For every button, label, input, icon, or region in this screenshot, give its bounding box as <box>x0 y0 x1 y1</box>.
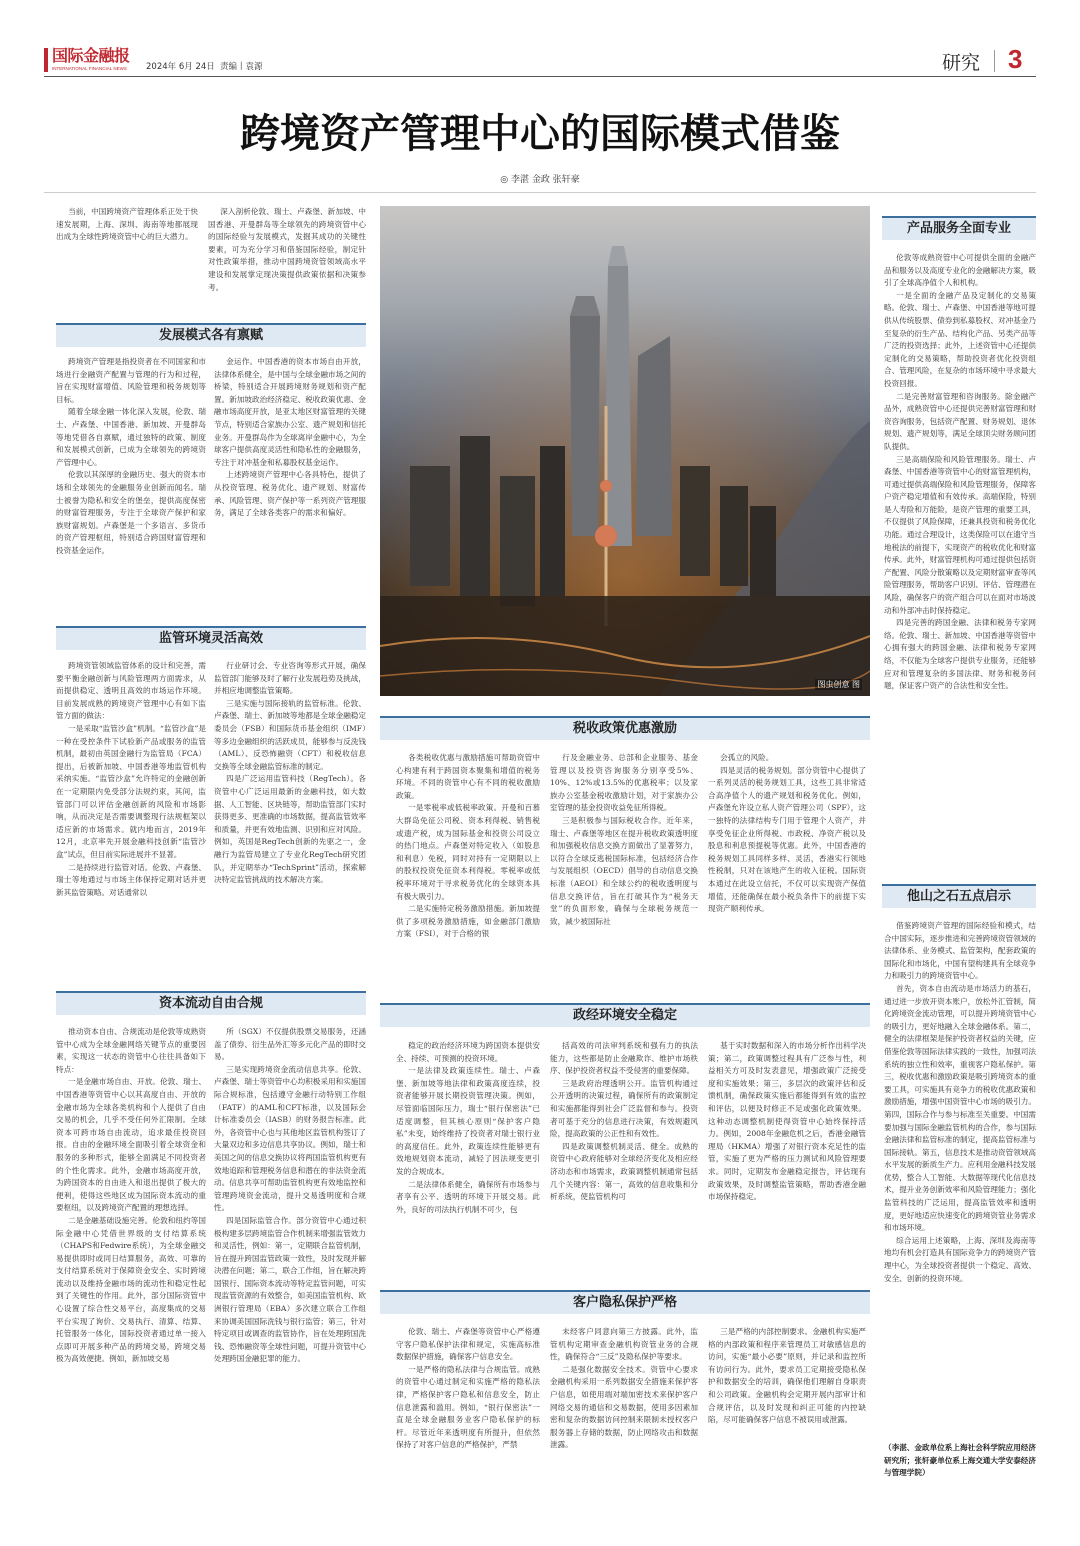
masthead-logo-en: INTERNATIONAL FINANCIAL NEWS <box>52 66 127 71</box>
s8-body: 借鉴跨境资产管理的国际经验和模式，结合中国实际，逐步推进和完善跨境资管领域的法律体系、业务模式、监管架构，配套政策的国际化和市场化，中国有望构建具有全球竞争力和吸引力的跨境资管中心。 首先，资本自由流动是市场活力的基石，通过进一步放开资本账户，放松外汇管制，简化跨境资金流动管理，可以提升跨境资管中心的吸引力，更好地融入全球金融体系。第二，健全的法律框架是保护投资者权益的关键，应借鉴伦敦等国际法律实践的一致性，加强司法系统的独立性和效率，重视客户隐私保护。第三，税收优惠和激励政策是吸引跨境资本的重要工具，可实施具有竞争力的税收优惠政策和激励措施，增强中国资管中心市场的吸引力。第四，国际合作与参与标准至关重要。中国需要加强与国际金融监管机构的合作，参与国际金融法律和监管标准的制定，提高监管标准与国际接轨。第五，信息技术是推动资管领域高水平发展的新质生产力。应利用金融科技发展优势，整合人工智能、大数据等现代化信息技术，提升业务创新效率和风险管理能力；强化监管科技的广泛运用，提高监管效率和透明度，更好地适应快速变化的跨境资管业务需求和市场环境。 综合运用上述策略，上海、深圳及海南等地均有机会打造具有国际竞争力的跨境资产管理中心，为全球投资者提供一个稳定、高效、安全、创新的投资环境。 <box>884 921 1036 1283</box>
masthead-rule <box>44 76 1036 77</box>
title-rule <box>44 192 1036 193</box>
s7-body: 伦敦等成熟资管中心可提供全面的金融产品和服务以及高度专业化的金融解决方案，吸引了全球高净值个人和机构。 一是全面的金融产品及定制化的交易策略。伦敦、瑞士、卢森堡、中国香港等地可提供从传统股票、债券到私募股权、对冲基金乃至复杂的衍生产品、结构化产品、另类产品等广泛的投资选择；此外，上述资管中心还提供定制化的交易策略，帮助投资者优化投资组合、管理风险，在复杂的市场环境中寻求最大投资回报。 二是完善财富管理和咨询服务。除金融产品外，成熟资管中心还提供完善财富管理和财资咨询服务，包括资产配置、财务规划、退休规划、遗产规划等，满足全球顶尖财务顾问团队提供。 三是高端保险和风险管理服务。瑞士、卢森堡、中国香港等资管中心的财富管理机构，可通过提供高端保险和风险管理服务，保障客户资产稳定增值和有效传承。高端保险，特别是人寿险和万能险，是资产管理的重要工具，不仅提供了风险保障，还兼具投资和税务优化功能。通过合理设计，这类保险可以在遗守当地税法的前提下，实现资产的税收优化和财富传承。此外，财富管理机构可通过提供包括资产配置、风险分散策略以及定期财富审查等风险管理服务，帮助客户识别、评估、管理潜在风险，确保客户的资产组合可以在面对市场波动和外部冲击时保持稳定。 四是完善的跨国金融、法律和税务专家网络。伦敦、瑞士、新加坡、中国香港等资管中心拥有强大的跨国金融、法律和税务专家网络，不仅能为全球客户提供专业服务，还能够应对和管理复杂的多国法律、财务和税务问题，保证客户资产的合法性和安全性。 <box>884 253 1036 691</box>
s4-col-2: 行及金融业务、总部和企业服务、基金管理以及投资咨询服务分别享受5%、10%、12%或13.5%的优惠税率；以及家族办公室基金税收激励计划，对于家族办公室管理的基金投资收益免征所得税。 三是积极参与国际税收合作。近年来，瑞士、卢森堡等地区在提升税收政策透明度和加强税收信息交换方面做出了显著努力，以符合全球反逃税国际标准，包括经济合作与发展组织（OECD）倡导的自动信息交换标准（AEOI）和全球公约的税收透明度与信息交换评估，旨在打破其作为“税务天堂”的负面形象，确保与全球税务规范一致，减少被国际社 <box>550 753 698 926</box>
s3-col-2: 所（SGX）不仅提供股票交易服务，还涵盖了债券、衍生品外汇等多元化产品的即时交易。 三是实现跨境资金流动信息共享。伦敦、卢森堡、瑞士等资管中心均积极采用和实施国际合规标准，包括遵守金融行动特别工作组（FATF）的AML和CFT标准，以及国际会计标准委员会（IASB）的财务报告标准。此外，各资管中心也与其他地区监管机构签订了大量双边和多边信息共享协议。例如，瑞士和美国之间的信息交换协议将两国监管机构更有效地追踪和管理税务信息和潜在的非法资金流动。信息共享可帮助监管机构更有效地监控和管理跨境资金流动，提升交易透明度和合规性。 四是国际监管合作。部分资管中心通过积极构建多层跨境监管合作机制来增强监管效力和灵活性，例如：第一，定期联合监管机制，旨在提升跨国监管政策一致性，及时发现并解决潜在问题；第二，联合工作组，旨在解决跨国银行、国际资本流动等特定监管问题，可实现监管资源的有效整合，如美国监管机构、欧洲银行管理局（EBA）多次建立联合工作组来协调美国国际洗钱与银行监管；第三，针对特定项目或调查的监管协作，旨在处理跨国洗钱、恐怖融资等全球性问题，可提升资管中心处理跨国金融犯罪的能力。 <box>214 1027 366 1364</box>
intro-col-1: 当前，中国跨境资产管理体系正处于快速发展期，上海、深圳、海南等地都展现出成为全球性跨境资管中心的巨大潜力。 <box>56 207 198 242</box>
section-heading-tax: 税收政策优惠激励 <box>380 716 870 740</box>
section-name: 研究 <box>942 52 981 74</box>
s1-col-2: 金运作。中国香港的资本市场自由开放，法律体系健全，是中国与全球金融市场之间的桥梁，特别适合开展跨境财务规划和资产配置。新加坡政治经济稳定、税收政策优惠、金融市场高度开放，是亚太地区财富管理的关键节点，特别适合家族办公室、遗产规划和信托业务。开曼群岛作为全球离岸金融中心，为全球客户提供高度灵活性和隐私性的金融服务，专注于对冲基金和私募股权基金运作。 上述跨境资产管理中心各具特色，提供了从投资管理、税务优化、遗产规划、财富传承、风险管理、资产保护等一系列资产管理服务，满足了全球各类客户的需求和偏好。 <box>214 357 366 518</box>
section-heading-capital-flow: 资本流动自由合规 <box>56 991 366 1015</box>
s5-col-2: 括高效的司法审判系统和强有力的执法能力，这些都是防止金融欺诈、维护市场秩序、保护投资者权益不受侵害的重要保障。 三是政府治理透明公开。监管机构通过公开透明的决策过程，确保所有的政策制定和实施都能得到社会广泛监督和参与。投资者可基于充分的信息进行决策，有效规避风险，提高政策的公正性和有效性。 四是政策调整机制灵活、健全。成熟的资管中心政府能够对全球经济变化及相应经济动态和市场需求，政策调整机制通常包括几个关键内容：第一，高效的信息收集和分析系统，使监管机构可 <box>550 1041 698 1202</box>
logo-mark <box>44 48 48 72</box>
intro-col-2: 深入剖析伦敦、瑞士、卢森堡、新加坡、中国香港、开曼群岛等全球领先的跨境资管中心的国际经验与发展模式，发掘其成功的关键性要素，可为充分学习和借鉴国际经验，制定针对性政策举措，推动中国跨境资管领域高水平建设和发展掌定现决策提供政策依据和决策参考。 <box>208 207 366 292</box>
author-note: （李湛、金政单位系上海社会科学院应用经济研究所；张轩豪单位系上海交通大学安泰经济与管理学院） <box>884 1443 1036 1478</box>
s3-col-1: 推动资本自由、合规流动是伦敦等成熟资管中心成为全球金融网络关键节点的重要因素，实现这一状态的资管中心往往具备如下特点： 一是金融市场自由、开放。伦敦、瑞士、中国香港等资管中心以其高度自由、开放的金融市场为全球各类机构和个人提供了自由交易的机会，几乎不受任何外汇限制。全球资本可跨市场自由流动，追求最佳投资回报。自由的金融环境全面吸引着全球资金和服务的多种形式，能够全面满足不同投资者的个性化需求。此外，金融市场高度开放，为跨国资本的自由进入和退出提供了极大的便利，使得这些地区成为国际资本流动的重要枢纽，以及跨境资产配置的理想选择。 二是金融基础设施完善。伦敦和纽约等国际金融中心凭借世界级的支付结算系统（CHAPS和Fedwire系统），为全球金融交易提供即时或同日结算服务，高效、可靠的支付结算系统对于保障资金安全、实时跨境流动以及维持金融市场的流动性和稳定性起到了关键性的作用。此外，部分国际资管中心设置了综合性交易平台，高度集成的交易平台实现了询价、交易执行、清算、结算、托管服务一体化，国际投资者通过单一接入点即可开展多种产品的跨境交易，跨境交易极为高效便捷。例如，新加坡交易 <box>56 1027 206 1364</box>
section-divider <box>994 50 995 72</box>
city-skyline-photo <box>380 206 870 696</box>
s5-col-1: 稳定的政治经济环境为跨国资本提供安全、持续、可预测的投资环境。 一是法律及政策连续性。瑞士、卢森堡、新加坡等地法律和政策高度连续，投资者能够开展长期投资管理决策。例如，尽管面临国际压力，瑞士“银行保密法”已适度调整，但其核心原则“保护客户隐私”未变，始终维持了投资者对瑞士银行业的高度信任。此外，政策连续性能够更有效地规划资本流动，减轻了因法规变更引发的合规成本。 二是法律体系健全，确保所有市场参与者享有公平、透明的环境下开展交易。此外，良好的司法执行机制不可少，包 <box>396 1041 540 1214</box>
masthead-date: 2024年 6月 24日 <box>146 62 215 72</box>
s6-col-2: 未经客户同意向第三方披露。此外，监管机构定期审查金融机构资管业务的合规性，确保符合“三反”及隐私保护等要求。 二是强化数据安全技术。资管中心要求金融机构采用一系列数据安全措施来保护客户信息，如使用端对端加密技术来保护客户网络交易的通信和交易数据，使用多因素加密和复杂的数据访问控制来限制未授权客户服务器上存储的数据，防止网络攻击和数据泄露。 <box>550 1327 698 1450</box>
skyline-illustration <box>380 206 870 696</box>
section-heading-stability: 政经环境安全稳定 <box>380 1003 870 1027</box>
s2-col-1: 跨境资管领域监管体系的设计和完善，需要平衡金融创新与风险管理两方面需求，从而提供稳定、透明且高效的市场运作环境。目前发展成熟的跨境资产管理中心有如下监管方面的做法： 一是采取“监管沙盒”机制。“监管沙盒”是一种在受控条件下试验新产品或服务的监管机制，最初由英国金融行为监管局（FCA）提出，后被新加坡、中国香港等地监管机构采纳实施。“监管沙盒”允许特定的金融创新在一定期限内免受部分法规约束，其间，监管部门可以评估金融创新的风险和市场影响，从而决定是否需要调整现行法规框架以适应新的市场需求。就内地而言，2019年12月，北京率先开展金融科技创新“监管沙盒”试点，但目前实际进展并不显著。 二是持续进行监管对话。伦敦、卢森堡、瑞士等地通过与市场主体保持定期对话并更新其监管策略。对话通常以 <box>56 661 206 897</box>
section-heading-development: 发展模式各有禀赋 <box>56 323 366 347</box>
masthead <box>44 44 1044 80</box>
page-number: 3 <box>1008 44 1023 74</box>
s6-col-1: 伦敦、瑞士、卢森堡等资管中心严格遵守客户隐私保护法律和规定，实施高标准数据保护措施，确保客户信息安全。 一是严格的隐私法律与合规监管。成熟的资管中心通过制定和实施严格的隐私法律，严格保护客户隐私和信息安全，防止信息泄露和滥用。例如，“银行保密法”一直是全球金融服务业客户隐私保护的标杆。尽管近年来透明度有所提升，但依然保持了对客户信息的严格保护，严禁 <box>396 1327 540 1450</box>
article-title: 跨境资产管理中心的国际模式借鉴 <box>240 110 840 157</box>
s4-col-1: 各类税收优惠与激励措施可帮助资管中心构建有利于跨国资本聚集和增值的税务环境。不同的资管中心有不同的税收激励政策。 一是零税率或低税率政策。开曼和百慕大群岛免征公司税、资本利得税、销售税或遗产税，成为国际基金和投资公司设立的热门地点。卢森堡对特定收入（如股息和利息）免税，同时对持有一定期限以上的股权投资免征资本利得税。零税率或低税率环境对于寻求税务优化的全球资本具有极大吸引力。 二是实施特定税务激励措施。新加坡提供了多项税务激励措施，如金融部门激励方案（FSI），对于合格的银 <box>396 753 540 939</box>
s2-col-2: 行业研讨会、专业咨询等形式开展，确保监管部门能够及时了解行业发展趋势及挑战，并相应地调整监管策略。 三是实施与国际接轨的监管标准。伦敦、卢森堡、瑞士、新加坡等地都是全球金融稳定委员会（FSB）和国际货币基金组织（IMF）等多边金融组织的活跃成员，能够参与反洗钱（AML）、反恐怖融资（CFT）和税收信息交换等全球金融监管标准的制定。 四是广泛运用监管科技（RegTech）。各资管中心广泛运用最新的金融科技，如大数据、人工智能、区块链等，帮助监管部门实时获得更多、更准确的市场数据，提高监管效率和质量，并更有效地监测、识别和应对风险。例如，英国是RegTech创新的先驱之一，金融行为监管局建立了专业化RegTech研究团队，并定期举办“TechSprint”活动，探索解决特定监管挑战的技术解决方案。 <box>214 661 366 885</box>
article-byline: ◎ 李湛 金政 张轩豪 <box>500 175 580 185</box>
s1-col-1: 跨境资产管理是指投资者在不同国家和市场进行金融资产配置与管理的行为和过程，旨在实现财富增值、风险管理和税务规划等目标。 随着全球金融一体化深入发展，伦敦、瑞士、卢森堡、中国香港、新加坡、开曼群岛等地凭借各自禀赋，通过独特的政策、制度和发展模式创新，已成为全球领先的跨境资产管理中心。 伦敦以其深厚的金融历史、强大的资本市场和全球领先的金融服务业创新而闻名。瑞士被誉为隐私和安全的堡垒，提供高度保密的财富管理服务，专注于全球资产保护和家族财富规划。卢森堡是一个多语言、多货币的资产管理枢纽，特别适合跨国财富管理和投资基金运作。 <box>56 357 206 555</box>
photo-credit: 图虫创意 图 <box>817 680 860 689</box>
section-heading-regulation: 监管环境灵活高效 <box>56 626 366 650</box>
section-heading-lessons: 他山之石五点启示 <box>882 884 1036 908</box>
masthead-logo: 国际金融报 <box>52 46 130 65</box>
masthead-editor: 责编丨袁源 <box>220 62 263 72</box>
section-heading-products: 产品服务全面专业 <box>882 216 1036 240</box>
s6-col-3: 三是严格的内部控制要求。金融机构实施严格的内部政策和程序来管理员工对敏感信息的访问，实施“最小必要”原则，并记录和监控所有访问行为。此外，要求员工定期接受隐私保护和数据安全的培训，确保他们理解自身职责和公司政策。金融机构会定期开展内部审计和合规评估，以及时发现和纠正可能的内控缺陷，尽可能确保客户信息不被误用或泄露。 <box>708 1327 866 1425</box>
s5-col-3: 基于实时数据和深入的市场分析作出科学决策；第二，政策调整过程具有广泛参与性，利益相关方可及时发表意见，增强政策广泛接受度和实施效果；第三，多层次的政策评估和反馈机制，确保政策实施后都能得到有效的监控和评估，以便及时修正不足或强化政策效果。这种动态调整机制使得资管中心始终保持活力。例如，2008年金融危机之后，香港金融管理局（HKMA）增强了对银行资本充足性的监管，实施了更为严格的压力测试和风险管理要求。同时，定期发布金融稳定报告，评估现有政策效果，及时调整监管策略，帮助香港金融市场保持稳定。 <box>708 1041 866 1202</box>
s4-col-3: 会孤立的风险。 四是灵活的税务规划。部分资管中心提供了一系列灵活的税务规划工具，这些工具非常适合高净值个人的遗产规划和税务优化。例如，卢森堡允许设立私人资产管理公司（SPF），这一独特的法律结构专门用于管理个人资产，并享受免征企业所得税、市政税、净资产税以及股息和利息预提税等优惠。此外，中国香港的税务规划工具同样多样、灵活，香港实行领地性税制，只对在该地产生的收入征税。国际资本通过在此设立信托，不仅可以实现资产保值增值，还能确保在最小税负条件下的前提下实现资产顺利传承。 <box>708 753 866 914</box>
section-heading-privacy: 客户隐私保护严格 <box>380 1290 870 1314</box>
